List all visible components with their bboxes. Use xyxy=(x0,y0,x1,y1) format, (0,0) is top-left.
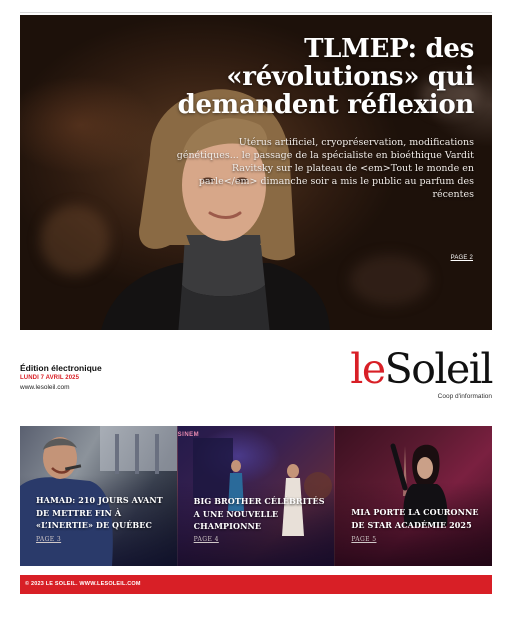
footer-bar xyxy=(20,575,492,594)
logo-le: le xyxy=(350,345,385,393)
story-card[interactable] xyxy=(177,426,335,566)
le-soleil-logo[interactable] xyxy=(350,345,492,393)
card-photo-singer xyxy=(335,426,492,566)
story-cards xyxy=(20,426,492,566)
card-headline[interactable]: BIG BROTHER CÉLÉBRITÉS A UNE NOUVELLE CHAMPIONNE xyxy=(193,496,325,531)
hero-page-link[interactable]: PAGE 2 xyxy=(450,255,473,261)
logo-soleil: Soleil xyxy=(384,345,492,393)
logo-tagline: Coop d'information xyxy=(437,393,492,400)
hero-story[interactable] xyxy=(20,15,492,330)
card-headline[interactable]: MIA PORTE LA COURONNE DE STAR ACADÉMIE 2025 xyxy=(351,507,479,530)
edition-title: Édition électronique xyxy=(20,363,102,373)
card-stage-logo: SINEM xyxy=(177,432,200,438)
background-bokeh xyxy=(350,255,430,305)
top-divider xyxy=(20,12,492,13)
story-card[interactable] xyxy=(20,426,177,566)
hero-headline[interactable]: TLMEP: des «révolutions» qui demandent réflexion xyxy=(177,34,474,120)
hero-lede: Utérus artificiel, cryopréservation, modifications génétiques... le passage de la spécialiste en bioéthique Vardit Ravitsky sur le plateau de <em>Tout le monde en parle</em> dimanche soir a mis le public au parfum des récentes xyxy=(176,137,474,200)
story-card[interactable] xyxy=(334,426,492,566)
edition-date: LUNDI 7 AVRIL 2025 xyxy=(20,375,80,381)
edition-website[interactable]: www.lesoleil.com xyxy=(20,384,70,391)
edition-info xyxy=(20,363,102,391)
card-page-link[interactable]: PAGE 4 xyxy=(193,536,219,543)
footer-copyright: © 2023 LE SOLEIL. WWW.LESOLEIL.COM xyxy=(25,581,141,587)
card-headline[interactable]: HAMAD: 210 JOURS AVANT DE METTRE FIN À «L’INERTIE» DE QUÉBEC xyxy=(36,495,163,530)
card-page-link[interactable]: PAGE 5 xyxy=(351,536,377,543)
hero-text-block xyxy=(174,35,474,201)
card-page-link[interactable]: PAGE 3 xyxy=(36,536,62,543)
